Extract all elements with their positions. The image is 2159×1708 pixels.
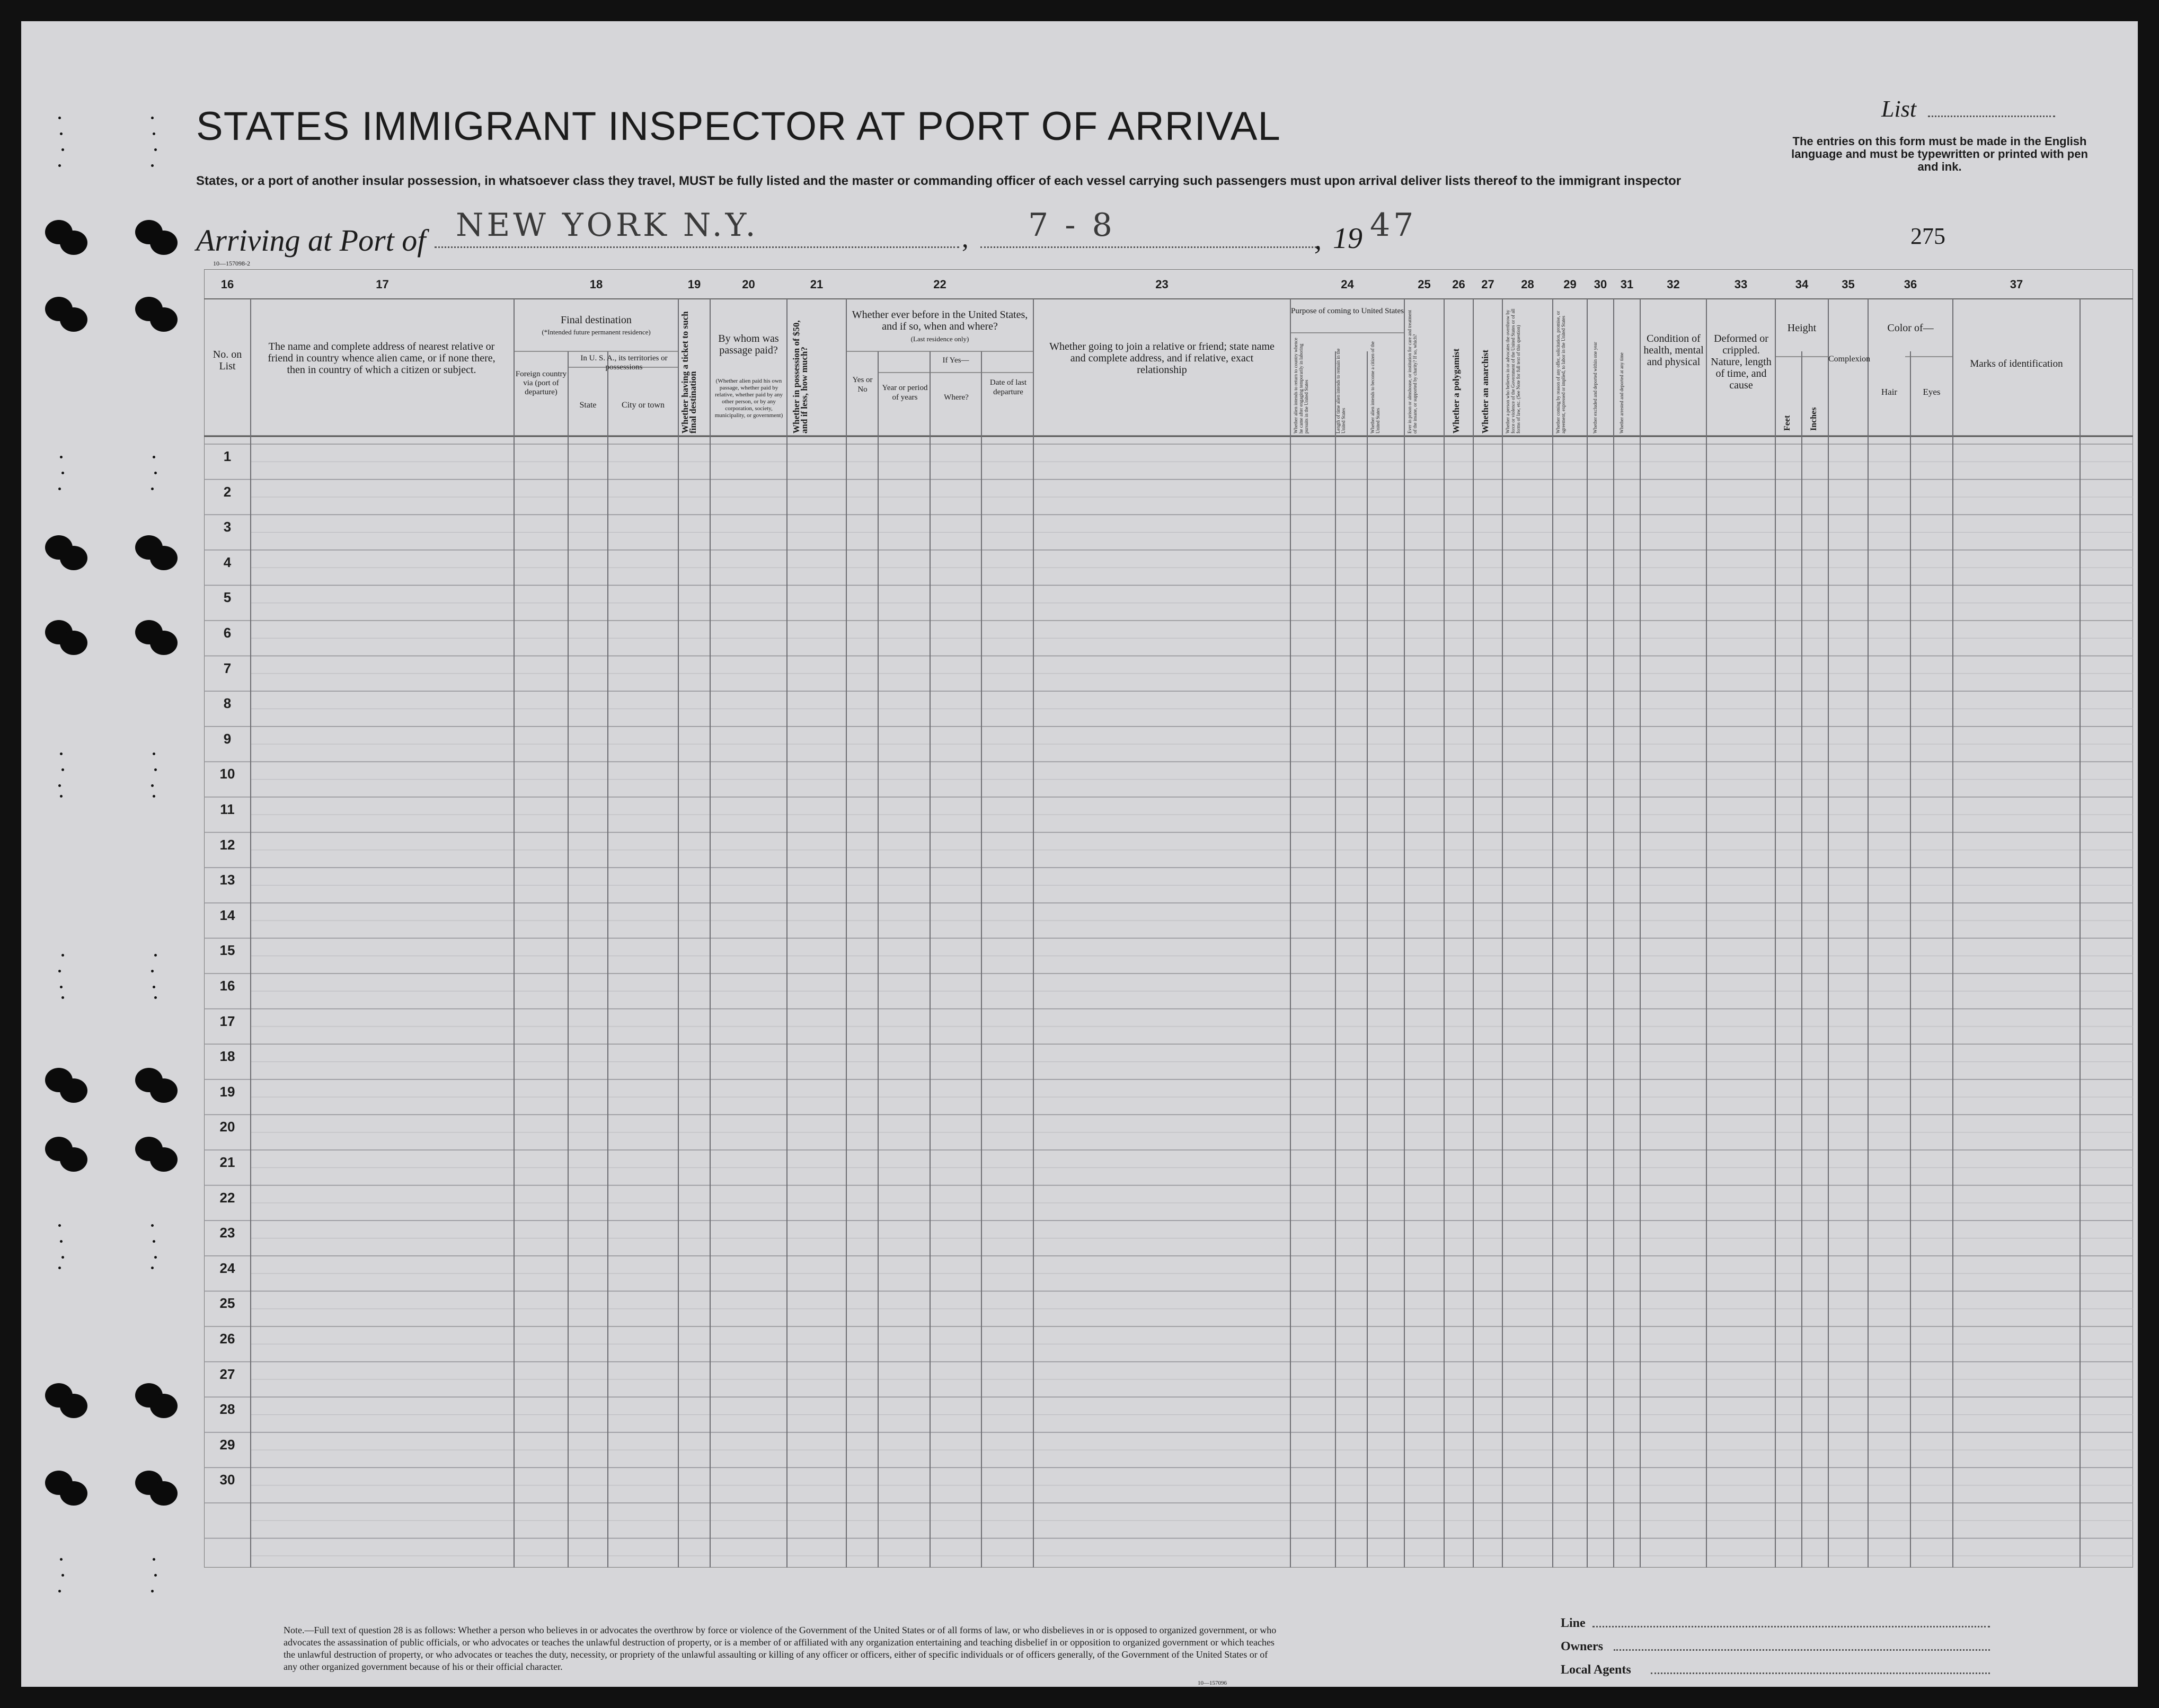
col-num-28: 28 — [1521, 278, 1534, 291]
punch-dot — [153, 1240, 155, 1243]
col-num-20: 20 — [742, 278, 755, 291]
row-number: 17 — [219, 1013, 235, 1029]
col-num-23: 23 — [1155, 278, 1169, 291]
row-number: 11 — [220, 801, 235, 817]
row-number: 9 — [223, 730, 232, 747]
header-yes-no: Yes or No — [852, 376, 873, 394]
header-hair: Hair — [1881, 387, 1898, 397]
punch-dot — [58, 1590, 61, 1592]
row-number: 3 — [223, 519, 232, 535]
punch-dot — [58, 164, 61, 167]
punch-dot — [154, 472, 157, 474]
punch-hole — [60, 231, 87, 255]
header-prison: Ever in prison or almshouse, or institution for care and treatment of the insane, or supported by charity? If so, which? — [1407, 309, 1418, 433]
col-num-24: 24 — [1341, 278, 1354, 291]
row-number: 6 — [223, 625, 232, 641]
owners-field[interactable] — [1614, 1649, 1990, 1651]
row-number: 18 — [219, 1048, 235, 1065]
punch-dot — [151, 488, 154, 490]
header-fifty-dollars: Whether in possession of $50, and if less, how much? — [791, 320, 809, 433]
punch-dot — [58, 1267, 61, 1269]
port-line — [435, 246, 959, 248]
row-number: 5 — [223, 589, 232, 606]
punch-dot — [60, 456, 63, 458]
punch-dot — [58, 784, 61, 787]
header-health: Condition of health, mental and physical — [1643, 333, 1704, 368]
punch-dot — [61, 472, 64, 474]
punch-hole — [150, 231, 178, 255]
punch-dot — [60, 132, 63, 135]
punch-hole — [150, 631, 178, 655]
punch-dot — [153, 132, 155, 135]
col-num-25: 25 — [1418, 278, 1431, 291]
row-number: 30 — [219, 1472, 235, 1488]
col-num-31: 31 — [1620, 278, 1634, 291]
punch-dot — [61, 768, 64, 771]
header-overthrow: Whether a person who believes in or advocates the overthrow by force or violence of the Government of the United States or of all forms of law, etc. (See Note for full text of this question) — [1505, 308, 1521, 433]
punch-hole — [60, 631, 87, 655]
punch-hole — [150, 1394, 178, 1418]
col-num-29: 29 — [1563, 278, 1577, 291]
punch-dot — [154, 1574, 157, 1577]
manifest-sheet — [21, 21, 2138, 1687]
line-field[interactable] — [1592, 1626, 1990, 1627]
col-num-27: 27 — [1481, 278, 1494, 291]
col-num-34: 34 — [1795, 278, 1809, 291]
punch-dot — [60, 753, 63, 755]
col-num-18: 18 — [589, 278, 603, 291]
row-number: 4 — [223, 554, 232, 570]
header-ever-before: Whether ever before in the United States, and if so, when and where? — [852, 309, 1028, 332]
row-number: 16 — [219, 978, 235, 994]
header-purpose-a: Whether alien intends to return to country whence he came after engaging temporarily in laboring pursuits in the United States — [1293, 338, 1309, 433]
header-final-destination-sub: (*Intended future permanent residence) — [542, 328, 651, 336]
punch-dot — [154, 768, 157, 771]
date-line — [980, 246, 1320, 248]
col-num-26: 26 — [1452, 278, 1465, 291]
header-nearest-relative: The name and complete address of nearest relative or friend in country whence alien came, or if none there, then in country of which a citizen or subject. — [268, 341, 495, 376]
punch-dot — [61, 1256, 64, 1259]
header-eyes: Eyes — [1923, 387, 1941, 397]
punch-dot — [154, 954, 157, 957]
punch-dot — [58, 970, 61, 972]
col-num-16: 16 — [220, 278, 234, 291]
punch-dot — [151, 1590, 154, 1592]
owners-label: Owners — [1561, 1640, 1603, 1653]
row-number: 2 — [223, 483, 232, 500]
row-number: 8 — [223, 695, 232, 712]
punch-dot — [151, 1224, 154, 1227]
punch-dot — [154, 1256, 157, 1259]
local-agents-label: Local Agents — [1561, 1663, 1631, 1677]
header-complexion: Complexion — [1828, 355, 1871, 364]
header-feet: Feet — [1783, 415, 1792, 431]
punch-hole — [60, 546, 87, 570]
punch-hole — [150, 1078, 178, 1103]
header-polygamist: Whether a polygamist — [1451, 348, 1461, 433]
header-anarchist: Whether an anarchist — [1480, 349, 1490, 433]
col-num-35: 35 — [1842, 278, 1855, 291]
header-city: City or town — [622, 401, 665, 410]
header-purpose-b: Length of time alien intends to remain in the United States — [1335, 348, 1346, 433]
punch-hole — [150, 1481, 178, 1506]
row-number: 7 — [223, 660, 232, 676]
punch-dot — [153, 456, 155, 458]
header-color-of: Color of— — [1887, 322, 1934, 334]
comma-1: , — [962, 223, 969, 253]
row-number: 23 — [219, 1225, 235, 1241]
row-number: 27 — [219, 1366, 235, 1382]
punch-dot — [153, 753, 155, 755]
footnote-question-28: Note.—Full text of question 28 is as follows: Whether a person who believes in or advocates the overthrow by force or violence of the Government of the United States or of all forms of law, or who disbelieves in or is opposed to organized government, or who advocates the assassination of public officials, or who advocates or teaches the unlawful destruction of property, or is a member of or affiliated with any organization entertaining and teaching disbelief in or opposition to organized government or which teaches the unlawful destruction of property, or who advocates or teaches the duty, necessity, or propriety of the unlawful assaulting or killing of any officer or officers, either of specific individuals or of officers generally, of the Government of the United States or of any other organized government because of his or their official character. — [284, 1625, 1277, 1672]
header-arrested: Whether arrested and deported at any time — [1619, 352, 1624, 433]
header-final-destination: Final destination — [561, 314, 632, 326]
header-foreign-country: Foreign country via (port of departure) — [515, 370, 567, 396]
punch-dot — [151, 970, 154, 972]
punch-dot — [61, 1574, 64, 1577]
entries-note: The entries on this form must be made in the English language and must be typewritten or printed with pen and ink. — [1791, 135, 2088, 173]
list-number-line — [1928, 116, 2055, 117]
page-subtitle: States, or a port of another insular possession, in whatsoever class they travel, MUST be fully listed and the master or commanding officer of each vessel carrying such passengers must upon arrival deliver lists thereof to the immigrant inspector — [196, 174, 1682, 188]
col-num-19: 19 — [687, 278, 701, 291]
punch-dot — [61, 996, 64, 999]
page-number: 275 — [1910, 223, 1945, 249]
row-number: 28 — [219, 1401, 235, 1418]
row-number: 14 — [219, 907, 235, 923]
manifest-table — [204, 269, 2133, 1568]
header-inches: Inches — [1809, 407, 1818, 431]
row-number: 20 — [219, 1119, 235, 1135]
col-num-32: 32 — [1667, 278, 1680, 291]
punch-dot — [60, 986, 63, 988]
punch-dot — [153, 1558, 155, 1561]
punch-hole — [60, 1078, 87, 1103]
header-where: Where? — [944, 393, 969, 402]
page-title: STATES IMMIGRANT INSPECTOR AT PORT OF ARRIVAL — [196, 104, 1281, 149]
row-number: 22 — [219, 1189, 235, 1206]
header-purpose-c: Whether alien intends to become a citizen of the United States — [1370, 341, 1381, 433]
punch-dot — [151, 117, 154, 119]
header-year-period: Year or period of years — [882, 384, 928, 402]
header-deformed: Deformed or crippled. Nature, length of time, and cause — [1711, 333, 1772, 391]
header-excluded: Whether excluded and deported within one year — [1592, 342, 1598, 433]
year-handwritten: 47 — [1370, 207, 1417, 244]
row-number: 1 — [223, 448, 232, 464]
punch-dot — [153, 795, 155, 798]
col-num-33: 33 — [1734, 278, 1748, 291]
form-number: 10—157098-2 — [213, 260, 250, 267]
col-num-30: 30 — [1594, 278, 1607, 291]
punch-hole — [150, 1147, 178, 1172]
header-height: Height — [1787, 322, 1817, 334]
row-number: 24 — [219, 1260, 235, 1276]
table-lines — [204, 269, 2133, 1568]
punch-dot — [153, 986, 155, 988]
punch-dot — [154, 148, 157, 151]
punch-hole — [60, 1394, 87, 1418]
punch-hole — [150, 546, 178, 570]
col-num-36: 36 — [1904, 278, 1917, 291]
col-num-21: 21 — [810, 278, 824, 291]
row-number: 15 — [219, 942, 235, 959]
punch-hole — [60, 307, 87, 332]
arriving-label: Arriving at Port of — [196, 223, 426, 258]
punch-dot — [58, 488, 61, 490]
list-label: List — [1881, 96, 1917, 122]
punch-dot — [154, 996, 157, 999]
port-handwritten: NEW YORK N.Y. — [456, 207, 759, 244]
punch-dot — [58, 117, 61, 119]
form-code: 10—157096 — [1198, 1680, 1227, 1686]
row-number: 12 — [219, 836, 235, 853]
header-ticket: Whether having a ticket to such final destination — [680, 311, 698, 433]
punch-dot — [60, 795, 63, 798]
header-marks: Marks of identification — [1970, 358, 2063, 369]
header-if-yes: If Yes— — [942, 356, 969, 365]
punch-dot — [58, 1224, 61, 1227]
row-number: 29 — [219, 1436, 235, 1453]
row-number: 13 — [219, 872, 235, 888]
header-join-relative: Whether going to join a relative or friend; state name and complete address, and if relative, exact relationship — [1049, 341, 1275, 376]
comma-2: , — [1314, 223, 1322, 256]
row-number: 21 — [219, 1154, 235, 1170]
row-number: 10 — [219, 766, 235, 782]
punch-hole — [60, 1147, 87, 1172]
header-no-on-list: No. on List — [213, 349, 242, 372]
line-label: Line — [1561, 1616, 1586, 1630]
col-num-22: 22 — [933, 278, 946, 291]
header-state: State — [579, 401, 597, 410]
row-number: 26 — [219, 1331, 235, 1347]
punch-dot — [151, 164, 154, 167]
header-offer-labor: Whether coming by reason of any offer, solicitation, promise, or agreement, expressed or implied, to labor in the United States — [1555, 311, 1566, 433]
col-num-17: 17 — [376, 278, 389, 291]
punch-dot — [61, 148, 64, 151]
punch-dot — [61, 954, 64, 957]
header-passage-paid-sub: (Whether alien paid his own passage, whether paid by relative, whether paid by any other person, or by any corporation, society, municipality, or government) — [714, 378, 783, 419]
punch-hole — [60, 1481, 87, 1506]
row-number: 25 — [219, 1295, 235, 1312]
header-last-departure: Date of last departure — [989, 378, 1027, 396]
punch-hole — [150, 307, 178, 332]
year-prefix: 19 — [1333, 222, 1362, 255]
local-agents-field[interactable] — [1651, 1672, 1990, 1674]
date-handwritten: 7 - 8 — [1028, 207, 1116, 244]
header-purpose: Purpose of coming to United States — [1291, 307, 1404, 315]
punch-dot — [60, 1240, 63, 1243]
punch-dot — [151, 784, 154, 787]
col-num-37: 37 — [2010, 278, 2023, 291]
punch-dot — [151, 1267, 154, 1269]
punch-dot — [60, 1558, 63, 1561]
header-ever-before-sub: (Last residence only) — [910, 335, 969, 343]
header-passage-paid: By whom was passage paid? — [718, 333, 779, 356]
header-in-usa: In U. S. A., its territories or possessions — [580, 354, 668, 371]
row-number: 19 — [219, 1083, 235, 1100]
